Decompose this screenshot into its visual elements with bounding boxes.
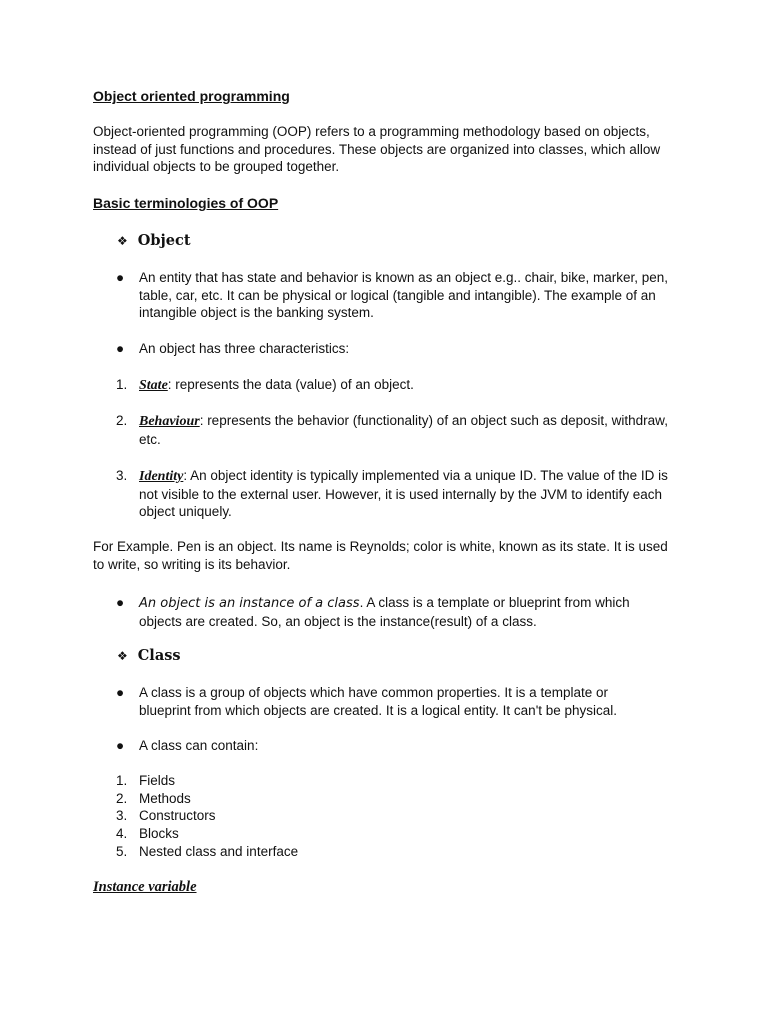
- object-bullet-characteristics: An object has three characteristics:: [139, 341, 350, 356]
- class-heading-label: Class: [137, 647, 181, 664]
- class-bullet-contains: A class can contain:: [139, 738, 259, 753]
- list-number: 2.: [116, 413, 128, 428]
- bullet-icon: ●: [116, 270, 125, 285]
- object-instance-bullet: [139, 594, 664, 630]
- list-number: 3.: [116, 468, 128, 483]
- characteristic-text: : An object identity is typically implemented via a unique ID. The value of the ID is not visible to the external user. However, it is used internally by the JVM to identify each object uniquely.: [139, 468, 668, 519]
- instance-rest-text: . A class is a template or blueprint from which objects are created. So, an object is the instance(result) of a class.: [139, 595, 630, 629]
- page-title: Object oriented programming: [93, 88, 290, 104]
- bullet-icon: ●: [116, 341, 125, 356]
- term-state: State: [139, 378, 168, 393]
- list-item: Methods: [139, 791, 191, 806]
- class-bullet-definition: A class is a group of objects which have common properties. It is a template or blueprint from which objects are created. It is a logical entity. It can't be physical.: [139, 685, 618, 718]
- list-number: 3.: [116, 808, 128, 823]
- list-number: 1.: [116, 773, 128, 788]
- characteristic-state: [139, 376, 699, 395]
- characteristic-behaviour: [139, 412, 669, 448]
- basic-terminologies-heading: Basic terminologies of OOP: [93, 195, 279, 211]
- characteristic-text: : represents the data (value) of an object.: [167, 377, 414, 392]
- object-bullet-definition: An entity that has state and behavior is known as an object e.g.. chair, bike, marker, pen, table, car, etc. It can be physical or logical (tangible and intangible). The example of an intangible object is the banking system.: [139, 270, 669, 320]
- instance-variable-heading: Instance variable: [93, 879, 197, 895]
- object-heading-label: Object: [137, 232, 191, 249]
- intro-paragraph: Object-oriented programming (OOP) refers to a programming methodology based on objects, instead of just functions and procedures. These objects are organized into classes, which allow individual objects to be grouped together.: [93, 124, 661, 174]
- diamond-bullet-icon: ❖: [117, 649, 128, 663]
- list-number: 5.: [116, 844, 128, 859]
- list-item: Fields: [139, 773, 176, 788]
- characteristic-identity: [139, 467, 671, 521]
- bullet-icon: ●: [116, 685, 125, 700]
- class-heading: [117, 647, 181, 666]
- list-item: Blocks: [139, 826, 179, 841]
- example-paragraph: For Example. Pen is an object. Its name is Reynolds; color is white, known as its state. It is used to write, so writing is its behavior.: [93, 539, 668, 572]
- list-number: 2.: [116, 791, 128, 806]
- bullet-icon: ●: [116, 595, 125, 610]
- characteristic-text: : represents the behavior (functionality) of an object such as deposit, withdraw, etc.: [139, 413, 668, 447]
- list-number: 4.: [116, 826, 128, 841]
- instance-italic-text: An object is an instance of a class: [139, 596, 360, 611]
- list-number: 1.: [116, 377, 128, 392]
- diamond-bullet-icon: ❖: [117, 234, 128, 248]
- list-item: Constructors: [139, 808, 216, 823]
- list-item: Nested class and interface: [139, 844, 299, 859]
- term-behaviour: Behaviour: [139, 414, 200, 429]
- object-heading: [117, 232, 191, 251]
- term-identity: Identity: [139, 469, 184, 484]
- bullet-icon: ●: [116, 738, 125, 753]
